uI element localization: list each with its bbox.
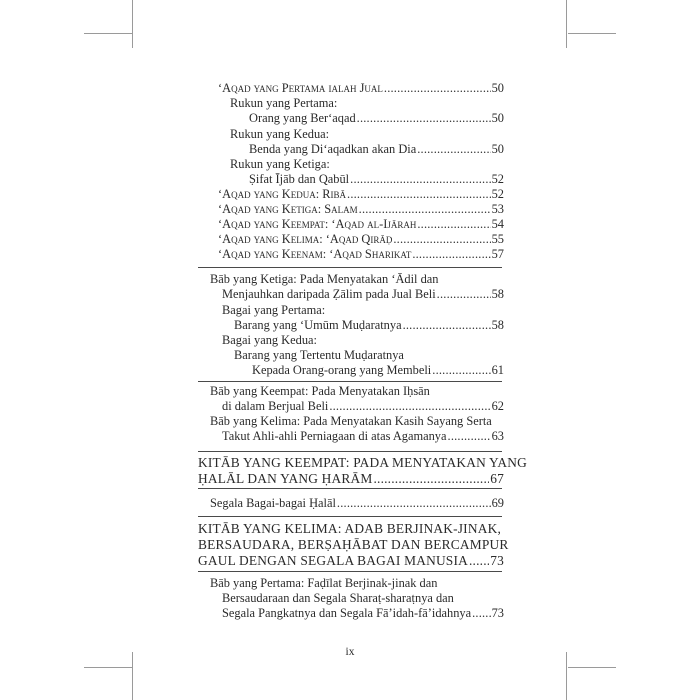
toc-entry[interactable]: Takut Ahli-ahli Perniagaan di atas Agamanya ..... 63 — [222, 429, 504, 444]
toc-entry[interactable]: ‘Aqad yang Pertama ialah Jual ..... 50 — [218, 81, 504, 96]
toc-heading: Bagai yang Kedua: — [222, 333, 317, 347]
crop-mark — [568, 667, 616, 668]
toc-chapter-heading: KITĀB YANG KELIMA: ADAB BERJINAK-JINAK, — [198, 521, 501, 536]
toc-heading: Rukun yang Ketiga: — [230, 157, 330, 171]
toc-entry[interactable]: ‘Aqad yang Keenam: ‘Aqad Sharikat ..... 57 — [218, 247, 504, 262]
toc-heading: Rukun yang Kedua: — [230, 127, 330, 141]
crop-mark — [84, 33, 132, 34]
crop-mark — [132, 652, 133, 700]
toc-heading: Bersaudaraan dan Segala Sharaṭ-sharaṭnya dan — [222, 591, 454, 605]
section-divider — [198, 451, 502, 452]
crop-mark — [132, 0, 133, 48]
toc-heading: Bāb yang Pertama: Faḍīlat Berjinak-jinak dan — [210, 576, 438, 590]
toc-entry[interactable]: Benda yang Di‘aqadkan akan Dia ..... 50 — [249, 142, 504, 157]
toc-heading: Barang yang Tertentu Muḍaratnya — [234, 348, 404, 362]
toc-chapter-entry[interactable]: ḤALĀL DAN YANG ḤARĀM ..... 67 — [198, 471, 504, 486]
toc-heading: Bāb yang Keempat: Pada Menyatakan Iḥsān — [210, 384, 430, 398]
toc-entry[interactable]: Segala Bagai-bagai Ḥalāl ..... 69 — [210, 496, 504, 511]
toc-entry[interactable]: Ṣifat Ījāb dan Qabūl ..... 52 — [249, 172, 504, 187]
crop-mark — [566, 0, 567, 48]
toc-entry[interactable]: Kepada Orang-orang yang Membeli ..... 61 — [252, 363, 504, 378]
section-divider — [198, 381, 502, 382]
toc-chapter-heading: BERSAUDARA, BERṢAḤĀBAT DAN BERCAMPUR — [198, 537, 509, 552]
section-divider — [198, 267, 502, 268]
section-divider — [198, 516, 502, 517]
section-divider — [198, 488, 502, 489]
toc-heading: Bāb yang Ketiga: Pada Menyatakan ‘Ādil dan — [210, 272, 439, 286]
toc-heading: Bagai yang Pertama: — [222, 303, 326, 317]
page-number: ix — [345, 646, 355, 658]
toc-entry[interactable]: ‘Aqad yang Keempat: ‘Aqad al-Ijārah ..... 54 — [218, 217, 504, 232]
toc-entry[interactable]: ‘Aqad yang Kedua: Ribā ..... 52 — [218, 187, 504, 202]
toc-entry[interactable]: Menjauhkan daripada Ẓālim pada Jual Beli ..... 58 — [222, 287, 504, 302]
toc-chapter-heading: KITĀB YANG KEEMPAT: PADA MENYATAKAN YANG — [198, 455, 528, 470]
toc-entry[interactable]: Orang yang Ber‘aqad ..... 50 — [249, 111, 504, 126]
crop-mark — [84, 667, 132, 668]
section-divider — [198, 571, 502, 572]
crop-mark — [568, 33, 616, 34]
toc-chapter-entry[interactable]: GAUL DENGAN SEGALA BAGAI MANUSIA ..... 73 — [198, 553, 504, 568]
toc-entry[interactable]: Barang yang ‘Umūm Muḍaratnya ..... 58 — [234, 318, 504, 333]
crop-mark — [566, 652, 567, 700]
toc-entry[interactable]: ‘Aqad yang Ketiga: Salam ..... 53 — [218, 202, 504, 217]
toc-heading: Bāb yang Kelima: Pada Menyatakan Kasih Sayang Serta — [210, 414, 492, 428]
toc-heading: Rukun yang Pertama: — [230, 96, 338, 110]
toc-entry[interactable]: di dalam Berjual Beli ..... 62 — [222, 399, 504, 414]
toc-entry[interactable]: ‘Aqad yang Kelima: ‘Aqad Qirāḍ ..... 55 — [218, 232, 504, 247]
toc-entry[interactable]: Segala Pangkatnya dan Segala Fā’idah-fā’idahnya ..... 73 — [222, 606, 504, 621]
